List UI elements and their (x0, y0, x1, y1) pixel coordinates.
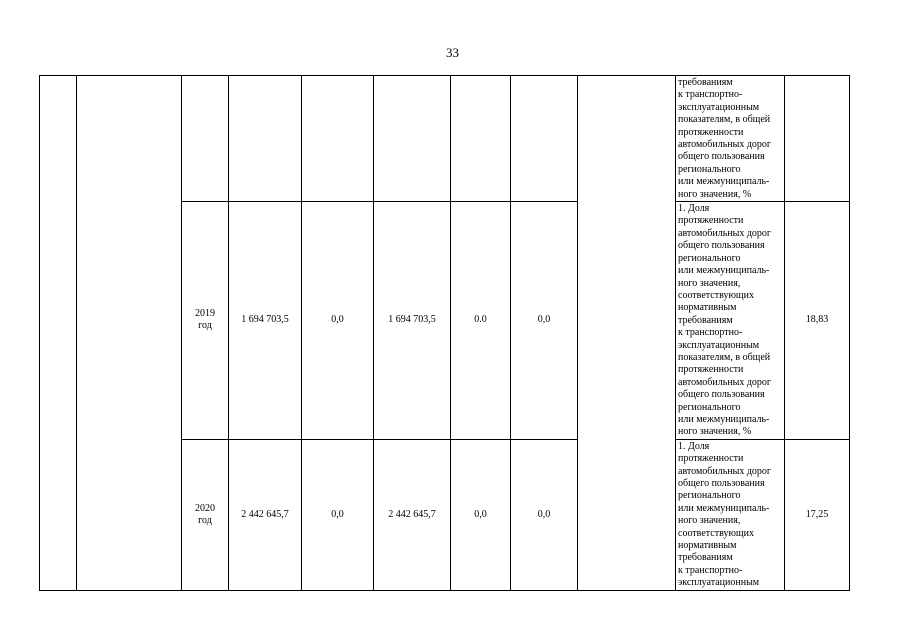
total-funding-cell: 1 694 703,5 (229, 202, 302, 440)
regional-budget-cell (374, 76, 451, 202)
local-budget-cell: 0.0 (451, 202, 511, 440)
other-sources-cell: 0,0 (511, 202, 578, 440)
indicator-cell: требованиям к транспортно- эксплуатационным показателям, в общей протяженности автомобильных дорог общего пользования регионального или межмуниципаль- ного значения, % (676, 76, 785, 202)
federal-budget-cell: 0,0 (302, 439, 374, 590)
year-cell: 2019 год (182, 202, 229, 440)
table-row (40, 76, 850, 202)
federal-budget-cell: 0,0 (302, 202, 374, 440)
page-number: 33 (446, 45, 459, 60)
other-sources-cell (511, 76, 578, 202)
target-value-cell (785, 76, 850, 202)
year-cell (182, 76, 229, 202)
program-funding-table (39, 75, 850, 591)
local-budget-cell: 0,0 (451, 439, 511, 590)
executor-cell (578, 76, 676, 591)
total-funding-cell (229, 76, 302, 202)
target-value-cell: 18,83 (785, 202, 850, 440)
target-value-cell: 17,25 (785, 439, 850, 590)
federal-budget-cell (302, 76, 374, 202)
total-funding-cell: 2 442 645,7 (229, 439, 302, 590)
event-name-cell (77, 76, 182, 591)
local-budget-cell (451, 76, 511, 202)
indicator-cell: 1. Доля протяженности автомобильных дорог общего пользования регионального или межмуниципаль- ного значения, соответствующих нормативным требованиям к транспортно- эксплуатационным показателям, в общей протяженности автомобильных дорог общего пользования регионального или межмуниципаль- ного значения, % (676, 202, 785, 440)
other-sources-cell: 0,0 (511, 439, 578, 590)
indicator-cell: 1. Доля протяженности автомобильных дорог общего пользования регионального или межмуниципаль- ного значения, соответствующих нормативным требованиям к транспортно- эксплуатационным (676, 439, 785, 590)
regional-budget-cell: 2 442 645,7 (374, 439, 451, 590)
year-cell: 2020 год (182, 439, 229, 590)
number-cell (40, 76, 77, 591)
regional-budget-cell: 1 694 703,5 (374, 202, 451, 440)
